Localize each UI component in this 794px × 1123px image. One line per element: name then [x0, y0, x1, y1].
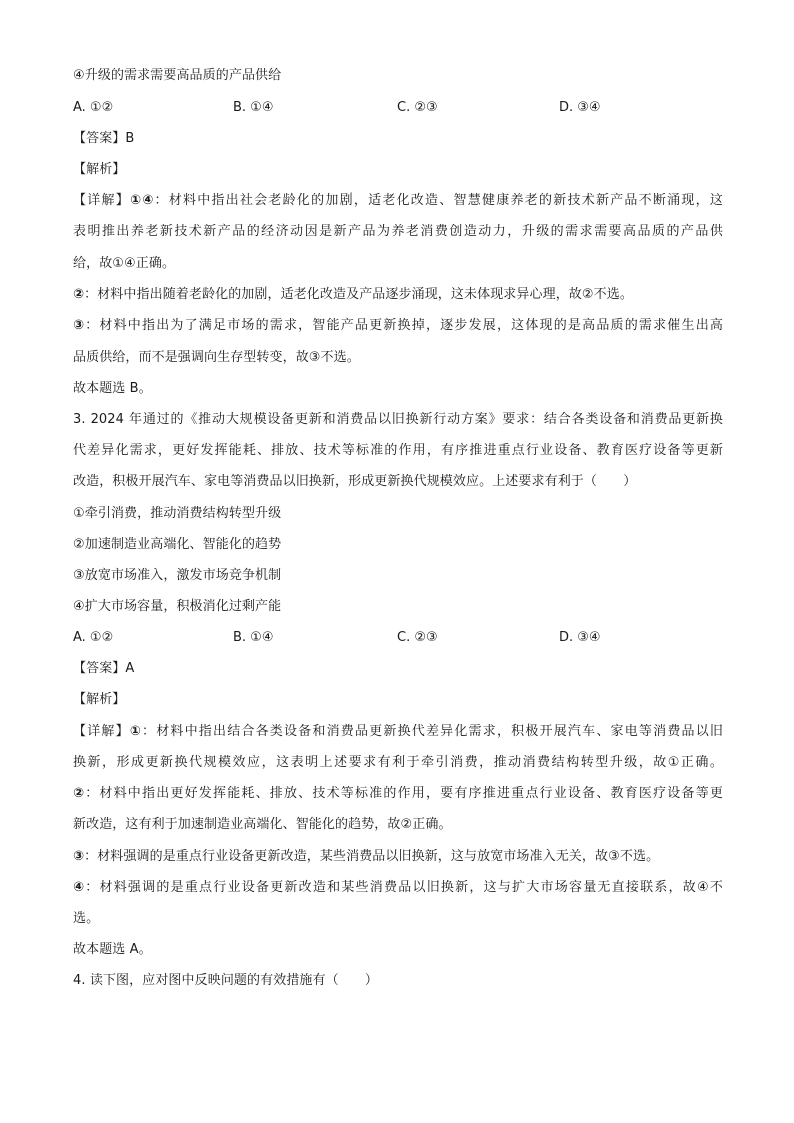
q3-statement-2: ②加速制造业高端化、智能化的趋势 [73, 537, 282, 552]
detail-marker: ③ [73, 318, 86, 333]
q2-option-b: B. ①④ [233, 100, 274, 115]
detail-tag: 【详解】 [73, 193, 130, 208]
q3-detail-4-line2: 选。 [73, 911, 100, 926]
detail-marker: ③ [73, 849, 85, 864]
q3-option-d: D. ③④ [559, 630, 601, 645]
detail-marker: ④ [73, 880, 86, 895]
q2-detail-3-line2: 品质供给，而不是强调向生存型转变，故③不选。 [73, 350, 360, 365]
detail-text: ：材料中指出社会老龄化的加剧，适老化改造、智慧健康养老的新技术新产品不断涌现，这 [154, 193, 723, 208]
q3-analysis-tag: 【解析】 [73, 692, 126, 707]
q3-stem-line1: 3. 2024 年通过的《推动大规模设备更新和消费品以旧换新行动方案》要求：结合各类设备和消费品更新换 [73, 412, 723, 427]
q3-stem-line3: 改造，积极开展汽车、家电等消费品以旧换新，形成更新换代规模效应。上述要求有利于（ ） [73, 474, 637, 489]
detail-text: ：材料中指出结合各类设备和消费品更新换代差异化需求，积极开展汽车、家电等消费品以旧 [142, 724, 724, 739]
q3-detail-2-line1 [73, 784, 723, 804]
detail-text: ：材料中指出更好发挥能耗、排放、技术等标准的作用，要有序推进重点行业设备、教育医疗设备等更 [85, 786, 723, 801]
q2-detail-1-line2: 表明推出养老新技术新产品的经济动因是新产品为养老消费创造动力，升级的需求需要高品质的产品供 [73, 224, 723, 239]
q3-option-c: C. ②③ [397, 630, 438, 645]
q2-option-a: A. ①② [73, 100, 114, 115]
q2-detail-2 [73, 285, 733, 305]
q3-statement-3: ③放宽市场准入，激发市场竞争机制 [73, 568, 282, 583]
detail-marker: ①④ [129, 193, 155, 208]
answer-value: A [125, 661, 135, 676]
answer-tag: 【答案】 [73, 661, 126, 676]
q3-detail-1-line2: 换新，形成更新换代规模效应，这表明上述要求有利于牵引消费，推动消费结构转型升级，故①正确。 [73, 755, 723, 770]
q2-option-d: D. ③④ [559, 100, 601, 115]
q3-conclusion: 故本题选 A。 [73, 942, 152, 957]
q3-option-b: B. ①④ [233, 630, 274, 645]
q3-detail-1-line1 [73, 722, 723, 742]
q3-detail-4-line1 [73, 878, 723, 898]
q4-stem-line1: 4. 读下图，应对图中反映问题的有效措施有（ ） [73, 973, 379, 988]
q3-statement-1: ①牵引消费，推动消费结构转型升级 [73, 506, 282, 521]
answer-value: B [125, 131, 135, 146]
q3-options [73, 628, 733, 648]
q3-detail-2-line2: 新改造，这有利于加速制造业高端化、智能化的趋势，故②正确。 [73, 817, 452, 832]
q2-detail-3-line1 [73, 316, 723, 336]
q3-answer [73, 659, 733, 679]
q2-answer [73, 129, 733, 149]
answer-tag: 【答案】 [73, 131, 126, 146]
q3-option-a: A. ①② [73, 630, 114, 645]
detail-marker: ② [73, 287, 85, 302]
q2-analysis-tag: 【解析】 [73, 162, 126, 177]
q2-conclusion: 故本题选 B。 [73, 381, 152, 396]
detail-text: ：材料强调的是重点行业设备更新改造和某些消费品以旧换新，这与扩大市场容量无直接联系，故④不 [85, 880, 723, 895]
detail-marker: ② [73, 786, 86, 801]
detail-marker: ① [129, 724, 143, 739]
detail-text: ：材料中指出随着老龄化的加剧，适老化改造及产品逐步涌现，这未体现求异心理，故②不选。 [84, 287, 633, 302]
detail-tag: 【详解】 [73, 724, 130, 739]
q2-detail-1-line3: 给，故①④正确。 [73, 256, 176, 271]
detail-text: ：材料中指出为了满足市场的需求，智能产品更新换掉，逐步发展，这体现的是高品质的需求催生出高 [85, 318, 723, 333]
q3-detail-3 [73, 847, 733, 867]
q2-options [73, 98, 733, 118]
q2-option-c: C. ②③ [397, 100, 438, 115]
q2-detail-1-line1 [73, 191, 723, 211]
q2-statement-4: ④升级的需求需要高品质的产品供给 [73, 68, 282, 83]
q3-statement-4: ④扩大市场容量，积极消化过剩产能 [73, 599, 282, 614]
detail-text: ：材料强调的是重点行业设备更新改造，某些消费品以旧换新，这与放宽市场准入无关，故③不选。 [84, 849, 660, 864]
q3-stem-line2: 代差异化需求，更好发挥能耗、排放、技术等标准的作用，有序推进重点行业设备、教育医疗设备等更新 [73, 443, 723, 458]
